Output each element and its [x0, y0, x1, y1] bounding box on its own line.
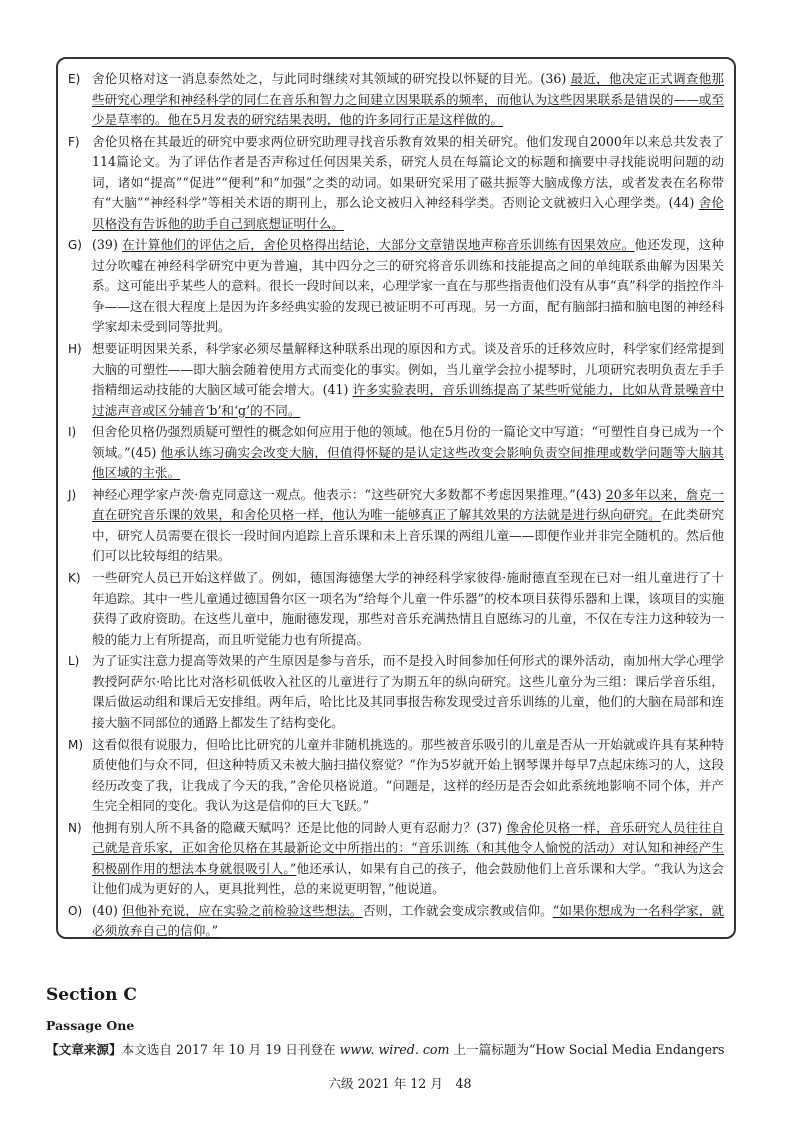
paragraph	[68, 235, 724, 338]
text-segment: 否则，工作就会变成宗教或信仰。	[362, 902, 553, 918]
paragraph-text	[92, 132, 724, 235]
paragraph	[68, 901, 724, 942]
text-segment: (40)	[92, 902, 122, 918]
paragraph	[68, 422, 724, 484]
paragraph	[68, 485, 724, 567]
article-box	[56, 57, 736, 939]
paragraph-label: F)	[68, 134, 80, 149]
source-text-after: 上一篇标题为“How Social Media Endangers	[449, 1042, 725, 1057]
paragraph-label: K)	[68, 571, 81, 586]
source-url: www. wired. com	[339, 1042, 450, 1057]
paragraph-text	[92, 69, 724, 131]
underlined-text: 许多实验表明，音乐训练提高了某些听觉能力，比如从背景噪音中过滤声音或区分辅音‘b’和‘g’的不同。	[92, 382, 725, 418]
underlined-text: 在计算他们的评估之后，舍伦贝格得出结论，大部分文章错误地声称音乐训练有因果效应。	[122, 237, 635, 253]
paragraph-label: N)	[68, 820, 82, 835]
text-segment: 但舍伦贝格仍强烈质疑可塑性的概念如何应用于他的领域。他在5月份的一篇论文中写道：“可塑性自身已成为一个领域。”(45)	[92, 424, 724, 460]
underlined-text: 他承认练习确实会改变大脑，但值得怀疑的是认定这些改变会影响负责空间推理或数学问题等大脑其他区域的主张。	[92, 444, 725, 481]
paragraph-label: H)	[68, 342, 82, 357]
text-segment: 他还承认，如果有自己的孩子，他会鼓励他们上音乐课和大学。“我认为这会让他们成为更好的人，更具批判性，总的来说更明智，”他说道。	[92, 860, 724, 897]
underlined-text: 像舍伦贝格一样，音乐研究人员往往自己就是音乐家，正如舍伦贝格在其最新论文中所指出的：“音乐训练（和其他令人愉悦的活动）对认知和神经产生积极副作用的想法本身就很吸引人。”	[92, 819, 724, 876]
text-segment: 为了证实注意力提高等效果的产生原因是参与音乐，而不是投入时间参加任何形式的课外活动，南加州大学心理学教授阿萨尔·哈比比对洛杉矶低收入社区的儿童进行了为期五年的纵向研究。这些儿童分为三组：课后学音乐组，课后做运动组和课后无安排组。两年后，哈比比及其同事报告称发现受过音乐训练的儿童，他们的大脑在局部和连接大脑不同部位的通路上都发生了结构变化。	[92, 653, 724, 730]
paragraph-text	[92, 901, 724, 942]
paragraph-label: G)	[68, 238, 82, 253]
paragraph	[68, 568, 724, 650]
paragraph-label: L)	[68, 654, 80, 669]
underlined-text: 最近，他决定正式调查他那些研究心理学和神经科学的同仁在音乐和智力之间建立因果联系的频率，而他认为这些因果联系是错误的——或至少是草率的。他在5月发表的研究结果表明，他的许多同行正是这样做的。	[92, 71, 725, 127]
paragraph-text	[92, 735, 724, 817]
text-segment: (39)	[92, 237, 123, 253]
text-segment: 他拥有别人所不具备的隐藏天赋吗？还是比他的同龄人更有忍耐力？(37)	[92, 819, 507, 835]
passage-title: Passage One	[46, 1018, 135, 1033]
paragraph-text	[92, 339, 724, 421]
paragraph	[68, 735, 724, 817]
text-segment: 舍伦贝格在其最近的研究中要求两位研究助理寻找音乐教育效果的相关研究。他们发现自2000年以来总共发表了114篇论文。为了评估作者是否声称过任何因果关系，研究人员在每篇论文的标题和摘要中寻找能说明问题的动词，诸如“提高”“促进”“便利”和“加强”之类的动词。如果研究采用了磁共振等大脑成像方法，或者发表在名称带有“大脑”“神经科学”等相关术语的期刊上，那么论文被归入神经科学类。否则论文就被归入心理学类。(44)	[92, 133, 724, 211]
text-segment: 在此类研究中，研究人员需要在很长一段时间内追踪上音乐课和未上音乐课的两组儿童——即便作业并非完全随机的。然后他们可以比较每组的结果。	[92, 507, 725, 564]
underlined-text: 舍伦贝格没有告诉他的助手自己到底想证明什么。	[92, 195, 724, 231]
text-segment: 舍伦贝格对这一消息泰然处之，与此同时继续对其领域的研究投以怀疑的目光。(36)	[92, 71, 571, 86]
text-segment: 想要证明因果关系，科学家必须尽量解释这种联系出现的原因和方式。谈及音乐的迁移效应时，科学家们经常提到大脑的可塑性——即大脑会随着使用方式而变化的事实。例如，当儿童学会拉小提琴时，儿项研究表明负责左手手指精细运动技能的大脑区域可能会增大。(41)	[92, 341, 724, 398]
underlined-text: 20多年以来，詹克一直在研究音乐课的效果，和舍伦贝格一样，他认为唯一能够真正了解其效果的方法就是进行纵向研究。	[92, 486, 724, 523]
paragraph-label: J)	[68, 487, 77, 502]
paragraph-label: M)	[68, 737, 84, 752]
text-segment: 他还发现，这种过分吹嘘在神经科学研究中更为普遍，其中四分之三的研究将音乐训练和技能提高之间的单纯联系曲解为因果关系。这可能出乎某些人的意料。很长一段时间以来，心理学家一直在与那些指责他们没有从事“真”科学的指控作斗争——这在很大程度上是因为许多经典实验的发现已被证明不可再现。另一方面，配有脑部扫描和脑电图的神经科学家却未受到同等批判。	[92, 237, 725, 335]
paragraph	[68, 132, 724, 235]
paragraph	[68, 651, 724, 733]
paragraph-label: O)	[68, 903, 83, 918]
section-title: Section C	[46, 985, 137, 1005]
paragraph-text	[92, 485, 724, 567]
text-segment: 神经心理学家卢茨·詹克同意这一观点。他表示：“这些研究大多数都不考虑因果推理。”(43)	[92, 486, 606, 502]
text-segment: 一些研究人员已开始这样做了。例如，德国海德堡大学的神经科学家彼得·施耐德直至现在已对一组儿童进行了十年追踪。其中一些儿童通过德国鲁尔区一项名为“给每个儿童一件乐器”的校本项目获得乐器和上课，该项目的实施获得了政府资助。在这些儿童中，施耐德发现，那些对音乐充满热情且自愿练习的儿童，不仅在专注力这种较为一般的能力上有所提高，而且听觉能力也有所提高。	[92, 570, 724, 647]
paragraph-text	[92, 568, 724, 650]
source-tag: 【文章来源】	[46, 1042, 122, 1057]
source-text-before: 本文选自 2017 年 10 月 19 日刊登在	[121, 1042, 340, 1057]
text-segment: 这看似很有说服力，但哈比比研究的儿童并非随机挑选的。那些被音乐吸引的儿童是否从一开始就或许具有某种特质使他们与众不同，但这种特质又未被大脑扫描仪察觉？“作为5岁就开始上钢琴课并每早7点起床练习的人，这段经历改变了我，让我成了今天的我，”舍伦贝格说道。“问题是，这样的经历是否会如此系统地影响不同个体，并产生完全相同的变化。我认为这是信仰的巨大飞跃。”	[92, 736, 724, 813]
underlined-text: 但他补充说，应在实验之前检验这些想法。	[121, 902, 363, 918]
paragraph-text	[92, 235, 724, 338]
page-footer: 六级 2021 年 12 月 48	[328, 1076, 472, 1091]
paragraph	[68, 69, 724, 131]
paragraph	[68, 818, 724, 900]
paragraph-text	[92, 651, 724, 733]
underlined-text: “如果你想成为一名科学家，就必须放弃自己的信仰。”	[92, 902, 724, 939]
paragraph	[68, 339, 724, 421]
paragraph-text	[92, 818, 724, 900]
article-source	[46, 1040, 766, 1060]
paragraph-label: I)	[68, 425, 77, 440]
paragraph-label: E)	[68, 72, 81, 86]
paragraph-text	[92, 422, 724, 484]
